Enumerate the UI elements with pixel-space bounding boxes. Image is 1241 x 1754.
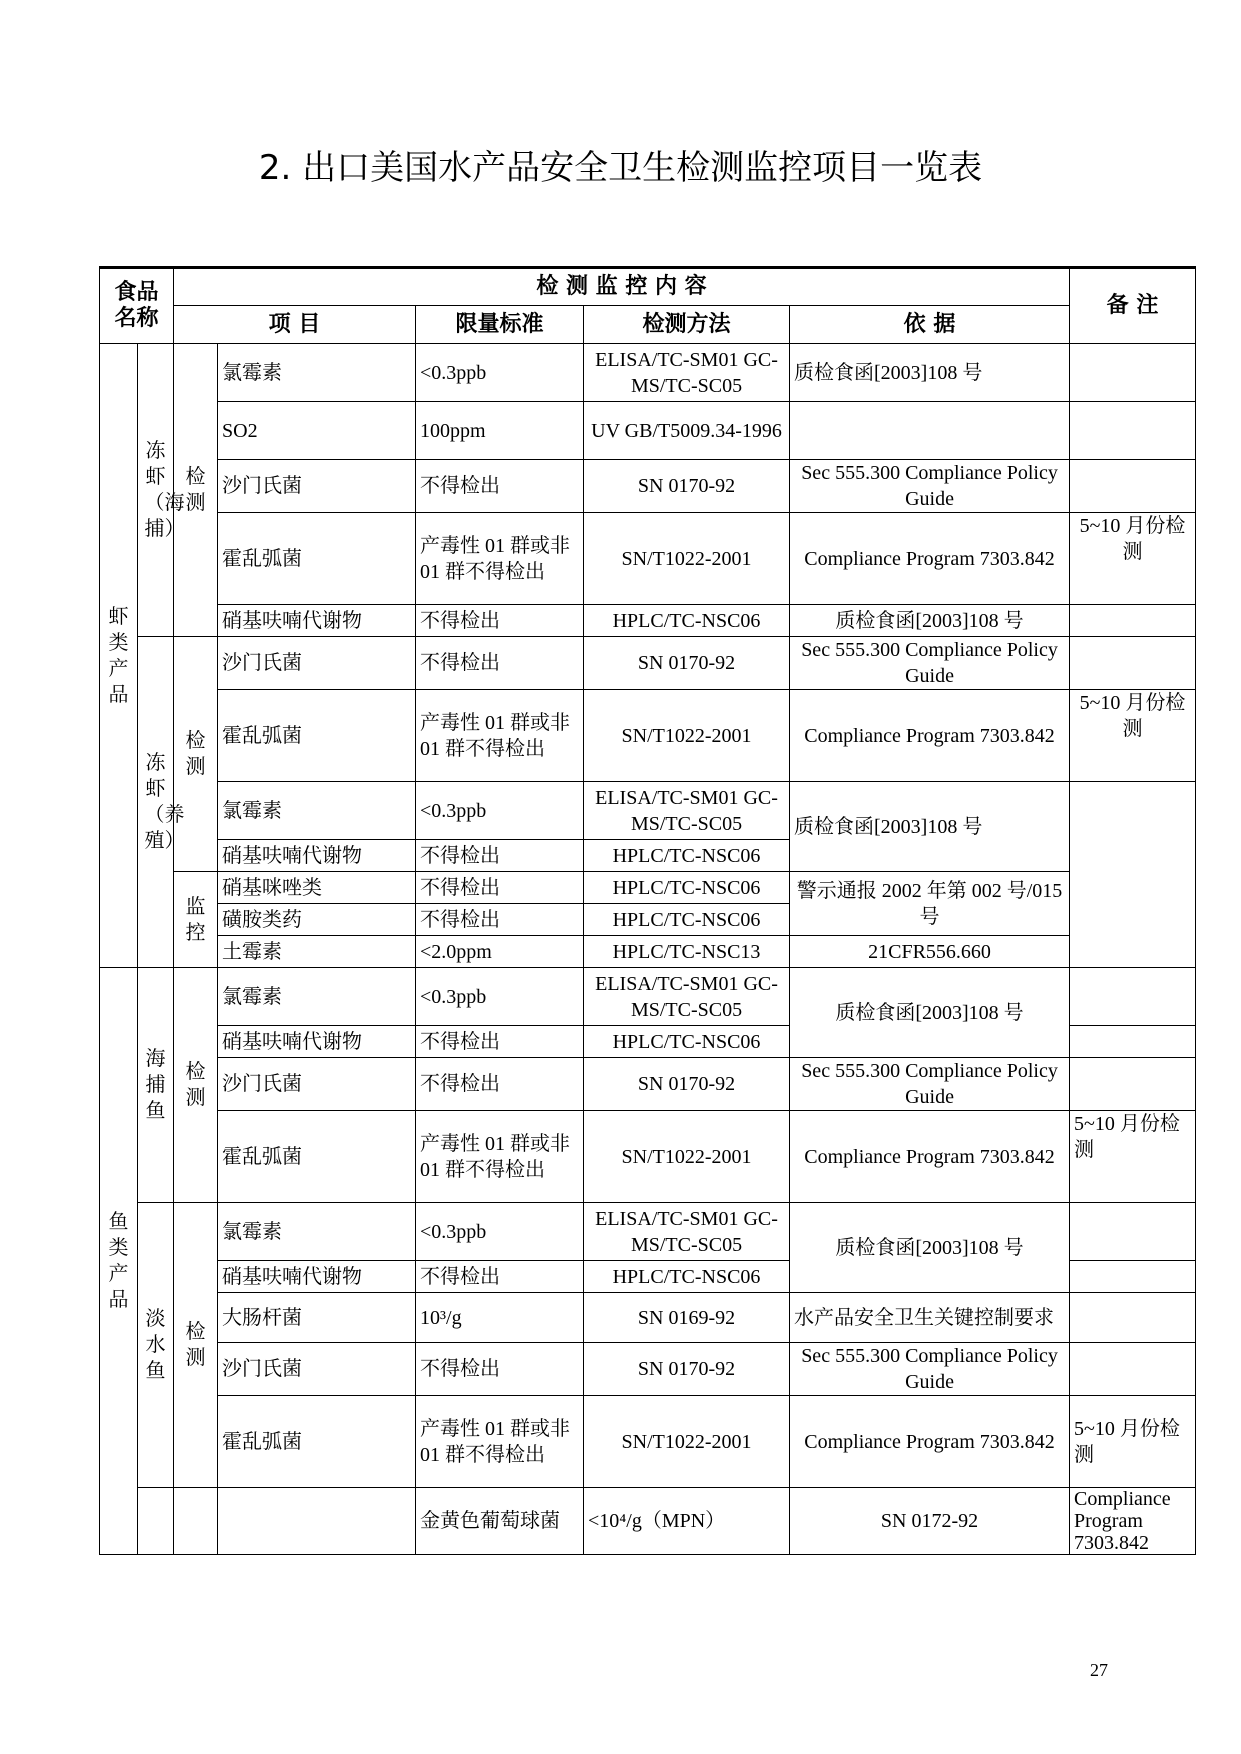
cell-method: SN 0170-92	[584, 637, 790, 690]
cell-remark	[1070, 968, 1196, 1026]
header-content: 检 测 监 控 内 容	[174, 268, 1070, 306]
cell-remark	[1070, 605, 1196, 637]
table-row	[100, 402, 1196, 460]
cell-method: HPLC/TC-NSC06	[584, 840, 790, 872]
cell-method: SN 0169-92	[584, 1293, 790, 1343]
cell-basis: Compliance Program 7303.842	[790, 1111, 1070, 1203]
header-basis: 依 据	[790, 306, 1070, 344]
cell-method: UV GB/T5009.34-1996	[584, 402, 790, 460]
group-frozen-shrimp-farmed: 冻虾（养殖）	[138, 637, 174, 968]
cell-limit: 不得检出	[416, 1343, 584, 1396]
cell-limit: 不得检出	[416, 1026, 584, 1058]
cell-limit: <0.3ppb	[416, 344, 584, 402]
cell-item: 氯霉素	[218, 782, 416, 840]
cell-basis: 警示通报 2002 年第 002 号/015 号	[790, 872, 1070, 936]
cell-remark	[1070, 1203, 1196, 1261]
cell-basis: Compliance Program 7303.842	[790, 1396, 1070, 1488]
cell-basis: 质检食函[2003]108 号	[790, 782, 1070, 872]
cell-basis: Sec 555.300 Compliance Policy Guide	[790, 460, 1070, 513]
cell-basis: 21CFR556.660	[790, 936, 1070, 968]
cell-limit: 不得检出	[416, 460, 584, 513]
cell-limit: 不得检出	[416, 605, 584, 637]
table-row	[100, 1058, 1196, 1111]
cell-remark	[1070, 402, 1196, 460]
cell-item: 硝基咪唑类	[218, 872, 416, 904]
group-detect: 检测	[174, 1203, 218, 1488]
cell-method: HPLC/TC-NSC13	[584, 936, 790, 968]
group-detect: 检测	[174, 968, 218, 1203]
cell-basis: 质检食函[2003]108 号	[790, 344, 1070, 402]
table-row	[100, 936, 1196, 968]
cell-method: SN 0170-92	[584, 460, 790, 513]
cell-limit: <10⁴/g（MPN）	[584, 1488, 790, 1555]
cell-method: ELISA/TC-SM01 GC-MS/TC-SC05	[584, 782, 790, 840]
cell-basis: 质检食函[2003]108 号	[790, 605, 1070, 637]
group-fish: 鱼类产品	[100, 968, 138, 1555]
cell-remark	[1070, 1026, 1196, 1058]
table-row	[100, 460, 1196, 513]
cell-item: 硝基呋喃代谢物	[218, 840, 416, 872]
cell-basis: Sec 555.300 Compliance Policy Guide	[790, 637, 1070, 690]
cell-method: HPLC/TC-NSC06	[584, 605, 790, 637]
group-frozen-shrimp-wild: 冻虾（海捕）	[138, 344, 174, 637]
table-row	[100, 1396, 1196, 1488]
table-row	[100, 1203, 1196, 1261]
page-title: 2. 出口美国水产品安全卫生检测监控项目一览表	[258, 148, 983, 188]
group-detect: 检测	[174, 344, 218, 637]
cell-item: 土霉素	[218, 936, 416, 968]
cell-method: HPLC/TC-NSC06	[584, 872, 790, 904]
cell-method: SN/T1022-2001	[584, 690, 790, 782]
cell-remark: 5~10 月份检测	[1070, 1111, 1196, 1203]
header-remark: 备 注	[1070, 268, 1196, 344]
group-monitor: 监控	[174, 872, 218, 968]
cell-item: 硝基呋喃代谢物	[218, 605, 416, 637]
cell-remark	[1070, 782, 1196, 968]
cell-limit: 不得检出	[416, 840, 584, 872]
cell-method: SN/T1022-2001	[584, 1111, 790, 1203]
cell-remark	[1070, 344, 1196, 402]
cell-item: 沙门氏菌	[218, 460, 416, 513]
cell-remark	[1070, 1261, 1196, 1293]
cell-limit: 产毒性 01 群或非 01 群不得检出	[416, 1111, 584, 1203]
table-row	[100, 690, 1196, 782]
cell-basis: Compliance Program 7303.842	[790, 690, 1070, 782]
cell-item: 霍乱弧菌	[218, 1396, 416, 1488]
cell-method: SN 0172-92	[790, 1488, 1070, 1555]
table-row	[100, 344, 1196, 402]
cell-basis: 质检食函[2003]108 号	[790, 1203, 1070, 1293]
header-limit: 限量标准	[416, 306, 584, 344]
table-row	[100, 1343, 1196, 1396]
group-shrimp: 虾类产品	[100, 344, 138, 968]
cell-limit: 产毒性 01 群或非 01 群不得检出	[416, 1396, 584, 1488]
table-row	[100, 1488, 1196, 1555]
cell-limit: 不得检出	[416, 1261, 584, 1293]
page-number: 27	[1090, 1660, 1108, 1680]
table-row	[100, 1111, 1196, 1203]
cell-item: 霍乱弧菌	[218, 513, 416, 605]
cell-basis: 水产品安全卫生关键控制要求	[790, 1293, 1070, 1343]
cell-method: HPLC/TC-NSC06	[584, 904, 790, 936]
monitoring-table	[99, 266, 1196, 1555]
cell-limit: 100ppm	[416, 402, 584, 460]
cell-item: 大肠杆菌	[218, 1293, 416, 1343]
header-item: 项 目	[174, 306, 416, 344]
cell-limit: 不得检出	[416, 637, 584, 690]
cell-limit: <0.3ppb	[416, 1203, 584, 1261]
cell-remark: 5~10 月份检测	[1070, 1396, 1196, 1488]
cell-limit: 不得检出	[416, 1058, 584, 1111]
cell-method: ELISA/TC-SM01 GC-MS/TC-SC05	[584, 1203, 790, 1261]
cell-method: HPLC/TC-NSC06	[584, 1026, 790, 1058]
cell-limit: <2.0ppm	[416, 936, 584, 968]
cell-remark: 5~10 月份检测	[1070, 690, 1196, 782]
cell-item: 沙门氏菌	[218, 1058, 416, 1111]
cell-item: SO2	[218, 402, 416, 460]
table-row	[100, 605, 1196, 637]
cell-method: SN/T1022-2001	[584, 513, 790, 605]
cell-remark	[1070, 1343, 1196, 1396]
cell-limit: 产毒性 01 群或非 01 群不得检出	[416, 690, 584, 782]
cell-item: 霍乱弧菌	[218, 690, 416, 782]
cell-item: 金黄色葡萄球菌	[416, 1488, 584, 1555]
cell-limit: 不得检出	[416, 872, 584, 904]
cell-remark	[1070, 460, 1196, 513]
table-row	[100, 1293, 1196, 1343]
table-row	[100, 782, 1196, 840]
group-sea-fish: 海捕鱼	[138, 968, 174, 1203]
cell-basis: 质检食函[2003]108 号	[790, 968, 1070, 1058]
table-row	[100, 513, 1196, 605]
table-row	[100, 637, 1196, 690]
cell-basis: Sec 555.300 Compliance Policy Guide	[790, 1343, 1070, 1396]
cell-remark	[1070, 637, 1196, 690]
cell-basis	[790, 402, 1070, 460]
table-row	[100, 968, 1196, 1026]
cell-item: 硝基呋喃代谢物	[218, 1261, 416, 1293]
cell-item: 沙门氏菌	[218, 1343, 416, 1396]
cell-remark	[1070, 1293, 1196, 1343]
cell-remark	[1070, 1058, 1196, 1111]
cell-method: ELISA/TC-SM01 GC-MS/TC-SC05	[584, 968, 790, 1026]
cell-limit: <0.3ppb	[416, 782, 584, 840]
cell-method: SN/T1022-2001	[584, 1396, 790, 1488]
cell-item: 硝基呋喃代谢物	[218, 1026, 416, 1058]
cell-item: 氯霉素	[218, 968, 416, 1026]
cell-limit: 不得检出	[416, 904, 584, 936]
cell-remark: 5~10 月份检测	[1070, 513, 1196, 605]
cell-method: HPLC/TC-NSC06	[584, 1261, 790, 1293]
cell-basis: Compliance Program 7303.842	[790, 513, 1070, 605]
cell-item: 氯霉素	[218, 1203, 416, 1261]
cell-limit: <0.3ppb	[416, 968, 584, 1026]
cell-limit: 产毒性 01 群或非 01 群不得检出	[416, 513, 584, 605]
cell-method: SN 0170-92	[584, 1343, 790, 1396]
header-method: 检测方法	[584, 306, 790, 344]
cell-basis: Compliance Program 7303.842	[1070, 1488, 1196, 1555]
cell-item: 沙门氏菌	[218, 637, 416, 690]
table-row	[100, 872, 1196, 904]
cell-method: SN 0170-92	[584, 1058, 790, 1111]
cell-basis: Sec 555.300 Compliance Policy Guide	[790, 1058, 1070, 1111]
cell-method: ELISA/TC-SM01 GC-MS/TC-SC05	[584, 344, 790, 402]
group-freshwater-fish: 淡水鱼	[138, 1203, 174, 1488]
cell-limit: 10³/g	[416, 1293, 584, 1343]
cell-item: 氯霉素	[218, 344, 416, 402]
header-food-name: 食品名称	[100, 268, 174, 344]
cell-item: 霍乱弧菌	[218, 1111, 416, 1203]
cell-item: 磺胺类药	[218, 904, 416, 936]
group-detect: 检测	[174, 637, 218, 872]
